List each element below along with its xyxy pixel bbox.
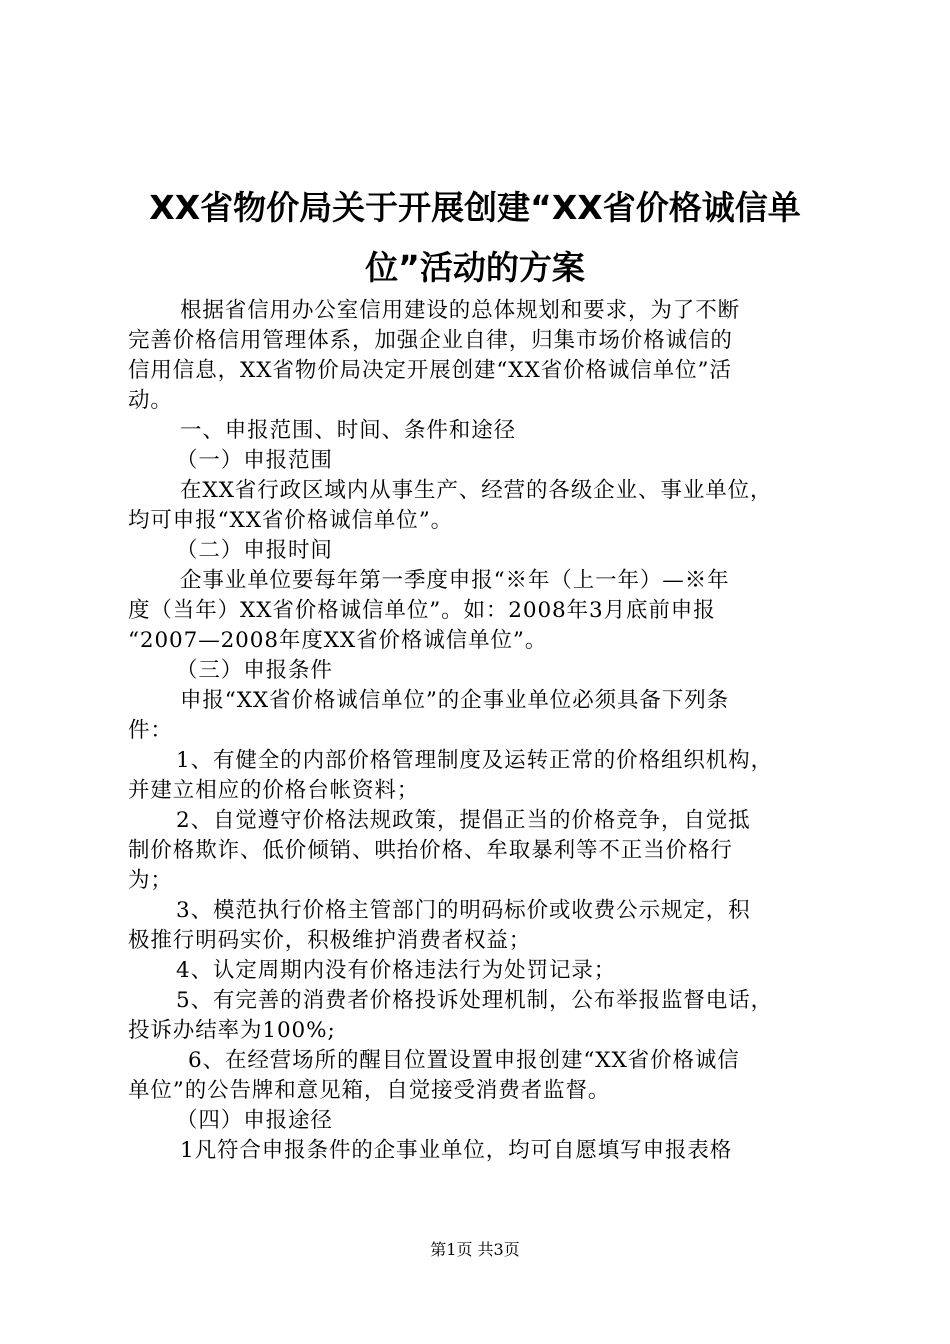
paragraph-line: 动。 [128,388,173,413]
subsection-heading: （二）申报时间 [176,538,333,563]
list-item-line: 4、认定周期内没有价格违法行为处罚记录； [176,958,617,983]
subsection-heading: （三）申报条件 [176,658,333,683]
paragraph-line: 信用信息，XX省物价局决定开展创建“XX省价格诚信单位”活 [128,358,732,383]
page-footer: 第1页 共3页 [430,1240,520,1259]
list-item-line: 投诉办结率为100%; [128,1018,336,1043]
paragraph-line: 申报“XX省价格诚信单位”的企事业单位必须具备下列条 [180,688,729,713]
list-item-line: 极推行明码实价，积极维护消费者权益； [128,928,532,953]
paragraph-line: 度（当年）XX省价格诚信单位”。如：2008年3月底前申报 [128,598,716,623]
document-title-line-2: 位”活动的方案 [365,248,585,287]
list-item-line: 为； [128,868,173,893]
paragraph-line: 均可申报“XX省价格诚信单位”。 [128,508,453,533]
subsection-heading: （四）申报途径 [176,1108,333,1133]
subsection-heading: （一）申报范围 [176,448,333,473]
paragraph-line: 企事业单位要每年第一季度申报“※年（上一年）—※年 [180,568,730,593]
list-item-line: 制价格欺诈、低价倾销、哄抬价格、牟取暴利等不正当价格行 [128,838,733,863]
list-item-line: 1、有健全的内部价格管理制度及运转正常的价格组织机构， [176,748,773,773]
list-item-line: 并建立相应的价格台帐资料； [128,778,420,803]
paragraph-line: 1凡符合申报条件的企事业单位，均可自愿填写申报表格 [180,1138,733,1163]
list-item-line: 5、有完善的消费者价格投诉处理机制，公布举报监督电话， [176,988,773,1013]
section-heading: 一、申报范围、时间、条件和途径 [180,418,517,443]
paragraph-line: 在XX省行政区域内从事生产、经营的各级企业、事业单位， [180,478,773,503]
list-item-line: 单位”的公告牌和意见箱，自觉接受消费者监督。 [128,1078,611,1103]
list-item-line: 2、自觉遵守价格法规政策，提倡正当的价格竞争，自觉抵 [176,808,751,833]
paragraph-line: 根据省信用办公室信用建设的总体规划和要求，为了不断 [180,298,741,323]
paragraph-line: 件： [128,718,173,743]
paragraph-line: “2007—2008年度XX省价格诚信单位”。 [128,628,548,653]
paragraph-line: 完善价格信用管理体系，加强企业自律，归集市场价格诚信的 [128,328,733,353]
list-item-line: 3、模范执行价格主管部门的明码标价或收费公示规定，积 [176,898,751,923]
document-title-line-1: XX省物价局关于开展创建“XX省价格诚信单 [149,188,801,227]
list-item-line: 6、在经营场所的醒目位置设置申报创建“XX省价格诚信 [188,1048,740,1073]
document-body [128,296,833,1166]
